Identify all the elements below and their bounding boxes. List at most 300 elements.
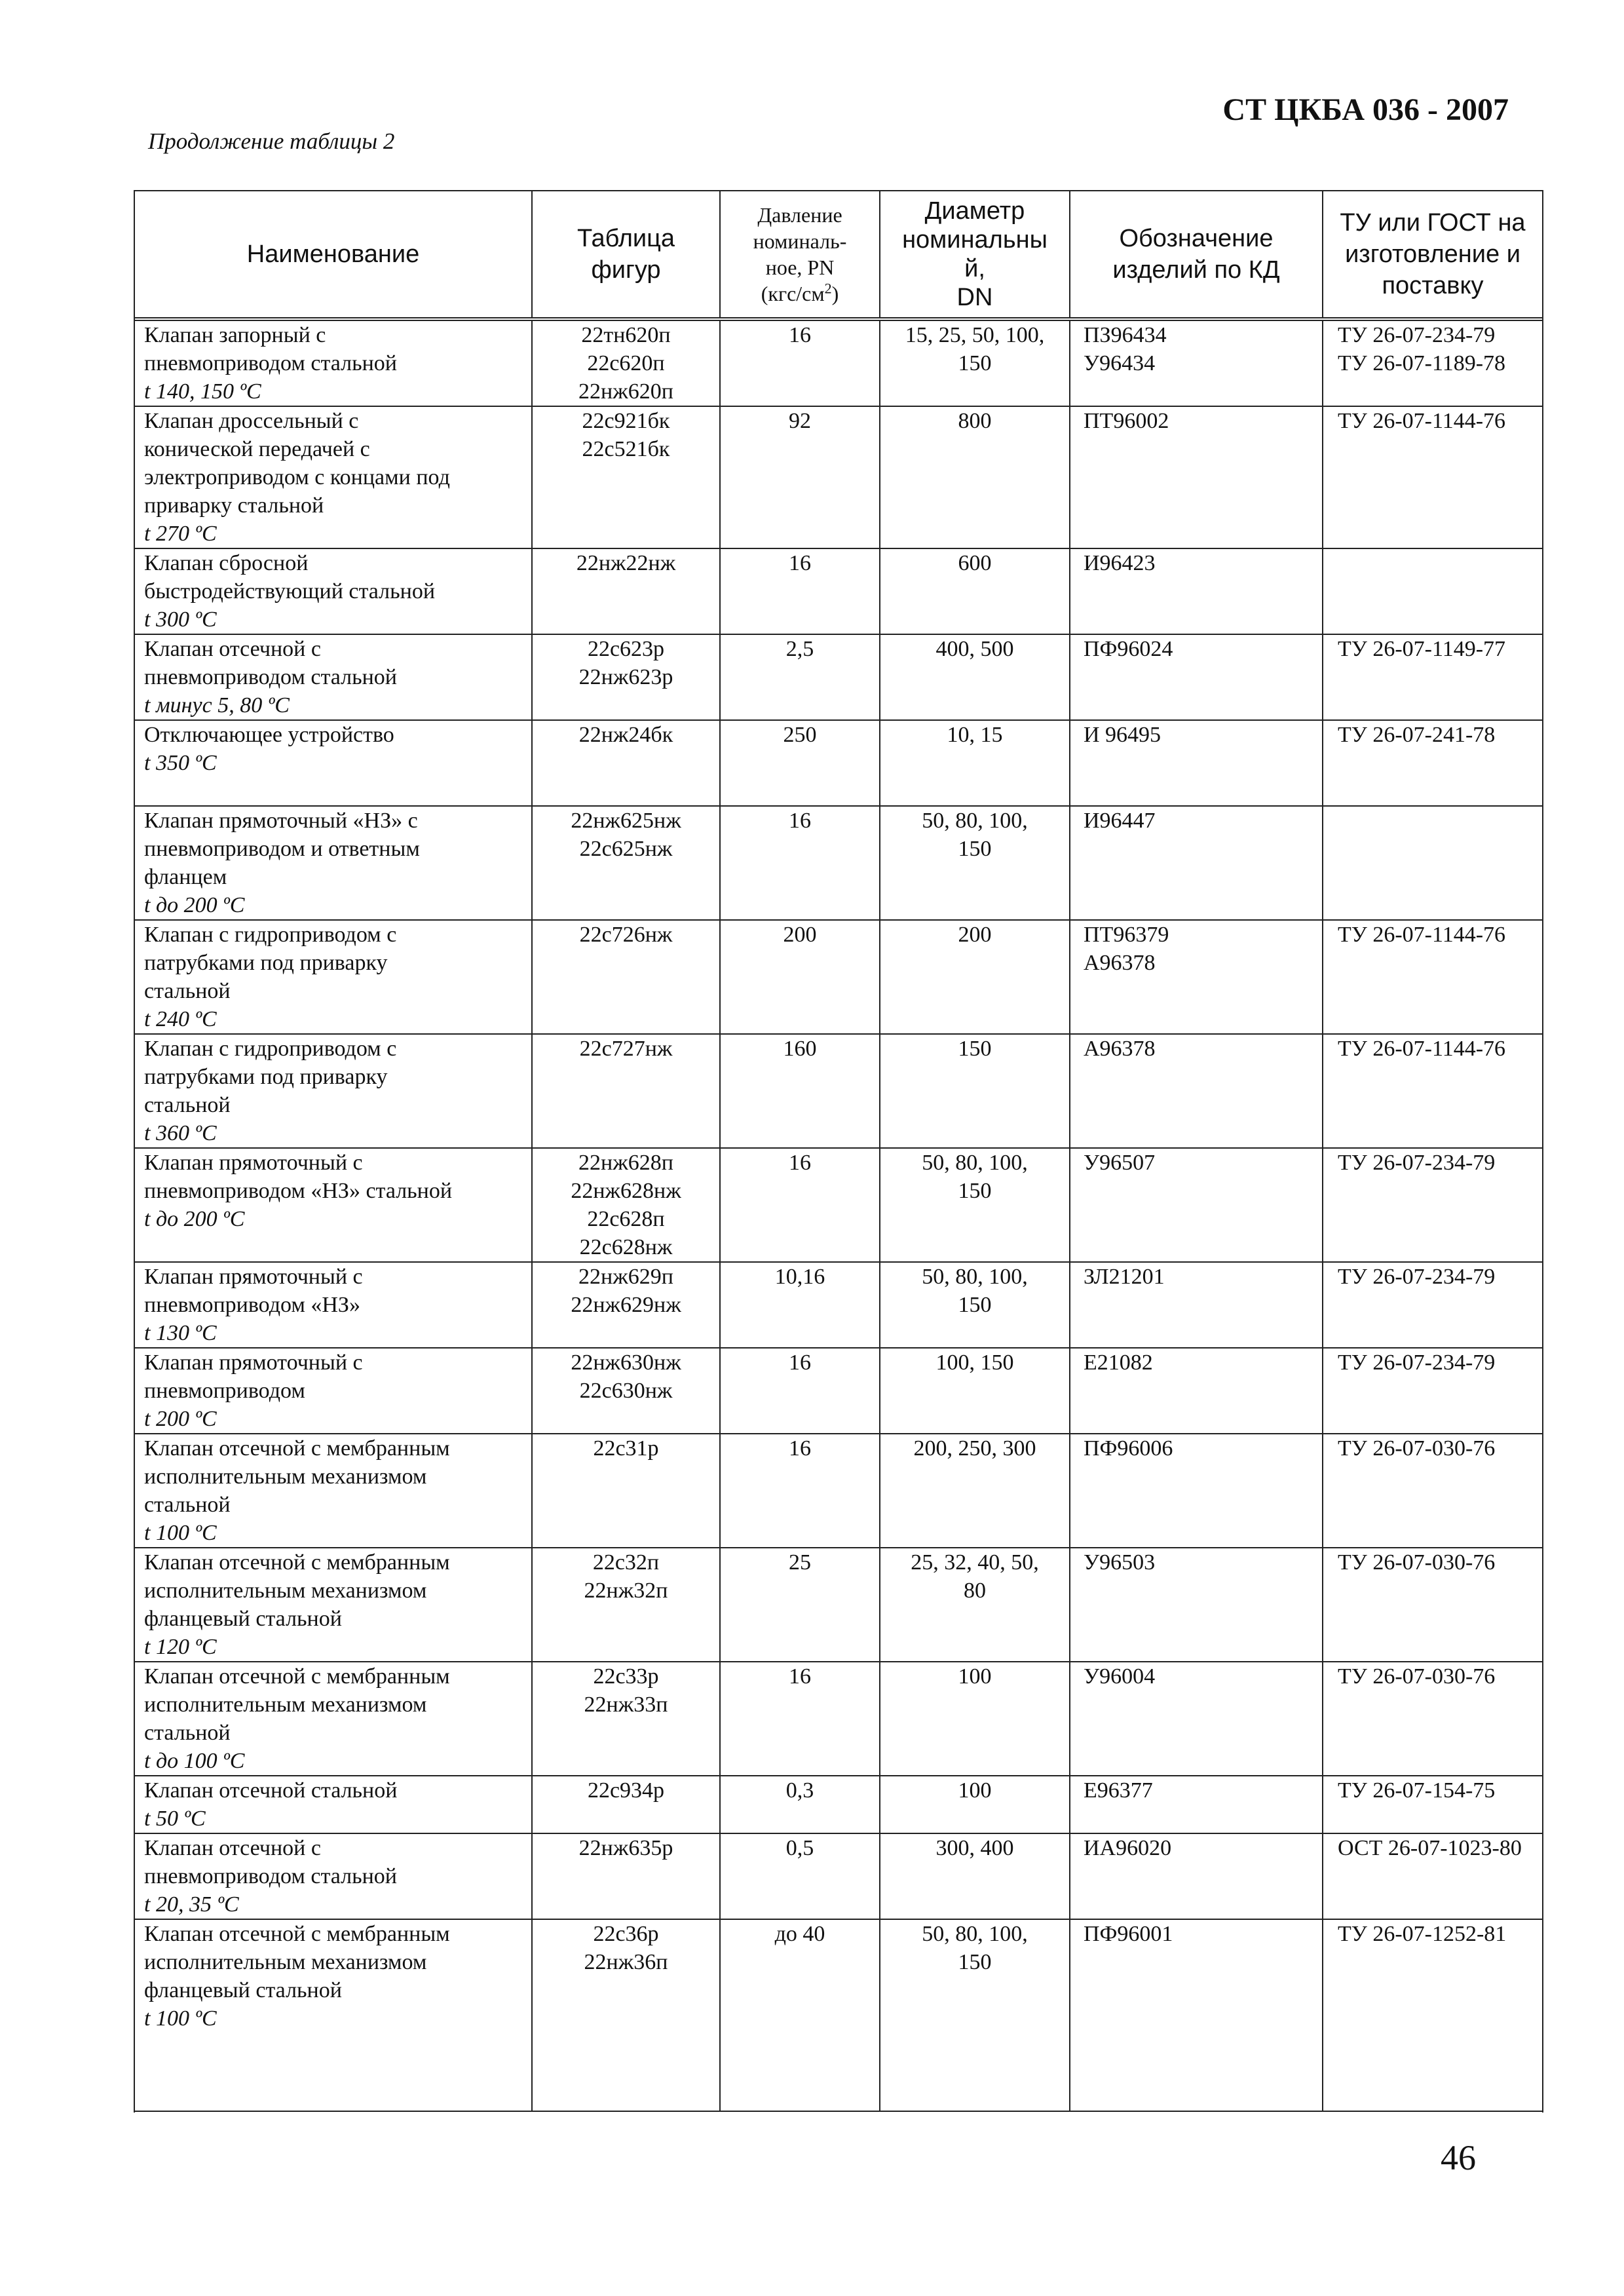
temperature-note: t 140, 150 ºС	[144, 379, 261, 404]
cell-tu-gost	[1323, 1034, 1542, 1148]
cell-pressure	[720, 1348, 880, 1434]
temperature-note: t минус 5, 80 ºС	[144, 693, 290, 718]
cell-line: 16	[789, 1350, 811, 1375]
cell-line: пневмоприводом и ответным	[144, 837, 420, 861]
cell-line: исполнительным механизмом	[144, 1950, 427, 1974]
cell-line: ТУ 26-07-241-78	[1338, 723, 1496, 747]
header-line: изделий по КД	[1112, 256, 1280, 284]
cell-line: ТУ 26-07-234-79	[1338, 1350, 1496, 1375]
cell-diameter	[880, 406, 1070, 548]
cell-line: Клапан с гидроприводом с	[144, 923, 397, 947]
cell-line: ТУ 26-07-030-76	[1338, 1550, 1496, 1575]
cell-tu-gost	[1323, 1833, 1542, 1919]
cell-line: 22нж628нж	[571, 1179, 681, 1203]
cell-line: Отключающее устройство	[144, 723, 394, 747]
cell-tu-gost	[1323, 720, 1542, 806]
cell-figure	[532, 1034, 720, 1148]
table-continuation-caption: Продолжение таблицы 2	[148, 128, 395, 154]
page-number: 46	[1441, 2138, 1476, 2177]
cell-pressure	[720, 1662, 880, 1776]
cell-name	[135, 1919, 532, 2111]
cell-figure	[532, 634, 720, 720]
cell-diameter	[880, 1434, 1070, 1548]
column-header-tu-gost	[1323, 191, 1542, 319]
table-row	[135, 1776, 1542, 1833]
temperature-note: t 360 ºС	[144, 1121, 217, 1145]
cell-line: 600	[958, 551, 992, 575]
table-row	[135, 920, 1542, 1034]
cell-diameter	[880, 1034, 1070, 1148]
table-row	[135, 1348, 1542, 1434]
table-row	[135, 1262, 1542, 1348]
cell-line: ТУ 26-07-1144-76	[1338, 409, 1506, 433]
table-row	[135, 1034, 1542, 1148]
cell-line: ТУ 26-07-1189-78	[1338, 351, 1506, 375]
cell-line: стальной	[144, 1721, 231, 1745]
table-body	[135, 319, 1542, 2111]
cell-line: пневмоприводом стальной	[144, 665, 397, 689]
cell-line: А96378	[1084, 1037, 1156, 1061]
cell-line: электроприводом с концами под	[144, 465, 450, 489]
cell-tu-gost	[1323, 1262, 1542, 1348]
table-row	[135, 634, 1542, 720]
cell-figure	[532, 1662, 720, 1776]
cell-line: Е21082	[1084, 1350, 1153, 1375]
cell-diameter	[880, 319, 1070, 406]
cell-figure	[532, 720, 720, 806]
cell-kd-designation	[1070, 548, 1323, 634]
cell-kd-designation	[1070, 1548, 1323, 1662]
cell-line: И96423	[1084, 551, 1156, 575]
cell-line: пневмоприводом	[144, 1379, 305, 1403]
cell-kd-designation	[1070, 1919, 1323, 2111]
cell-line: 22нж629нж	[571, 1293, 681, 1317]
cell-line: ТУ 26-07-1252-81	[1338, 1922, 1507, 1946]
cell-kd-designation	[1070, 920, 1323, 1034]
cell-line: 22с921бк	[582, 409, 670, 433]
cell-kd-designation	[1070, 1262, 1323, 1348]
cell-line: 22с934р	[587, 1778, 665, 1803]
cell-tu-gost	[1323, 1548, 1542, 1662]
cell-line: пневмоприводом стальной	[144, 1864, 397, 1888]
table-row	[135, 1833, 1542, 1919]
cell-line: 16	[789, 1151, 811, 1175]
cell-line: 25, 32, 40, 50,	[911, 1550, 1039, 1575]
cell-line: 200, 250, 300	[913, 1436, 1036, 1461]
cell-diameter	[880, 1548, 1070, 1662]
cell-name	[135, 720, 532, 806]
cell-line: 22нж22нж	[576, 551, 676, 575]
unit-text: (кгс/см	[761, 282, 825, 305]
table-row	[135, 548, 1542, 634]
table-row	[135, 1919, 1542, 2111]
table-row	[135, 1148, 1542, 1262]
cell-line: 50, 80, 100,	[922, 809, 1028, 833]
cell-line: У96434	[1084, 351, 1156, 375]
cell-line: Клапан сбросной	[144, 551, 309, 575]
cell-line: 22нж32п	[584, 1578, 668, 1603]
temperature-note: t 20, 35 ºС	[144, 1892, 239, 1917]
cell-name	[135, 634, 532, 720]
header-line: ное, PN	[765, 256, 835, 279]
cell-line: 50, 80, 100,	[922, 1922, 1028, 1946]
cell-line: ПФ96024	[1084, 637, 1173, 661]
unit-superscript: 2	[824, 280, 832, 297]
cell-kd-designation	[1070, 1776, 1323, 1833]
cell-line: 150	[958, 1037, 992, 1061]
temperature-note: t 270 ºС	[144, 522, 217, 546]
cell-line: 22нж620п	[578, 379, 673, 404]
cell-name	[135, 406, 532, 548]
cell-line: 16	[789, 809, 811, 833]
cell-kd-designation	[1070, 1148, 1323, 1262]
cell-line: ПФ96006	[1084, 1436, 1173, 1461]
cell-figure	[532, 548, 720, 634]
cell-kd-designation	[1070, 1034, 1323, 1148]
column-header-figure-table	[532, 191, 720, 319]
cell-line: Клапан отсечной стальной	[144, 1778, 398, 1803]
header-line: Давление	[757, 203, 842, 227]
temperature-note: t 350 ºС	[144, 751, 217, 775]
cell-line: 200	[783, 923, 817, 947]
temperature-note: t до 200 ºС	[144, 893, 245, 917]
cell-line: 15, 25, 50, 100,	[905, 323, 1045, 347]
cell-line: 22нж33п	[584, 1693, 668, 1717]
cell-line: 0,5	[785, 1836, 814, 1860]
cell-line: 50, 80, 100,	[922, 1151, 1028, 1175]
cell-line: И 96495	[1084, 723, 1161, 747]
cell-line: ТУ 26-07-234-79	[1338, 1265, 1496, 1289]
cell-kd-designation	[1070, 1833, 1323, 1919]
cell-figure	[532, 1833, 720, 1919]
header-line: поставку	[1382, 272, 1484, 299]
cell-name	[135, 1776, 532, 1833]
cell-line: Клапан дроссельный с	[144, 409, 359, 433]
cell-line: Клапан прямоточный с	[144, 1265, 363, 1289]
table-row	[135, 319, 1542, 406]
cell-line: Клапан запорный с	[144, 323, 326, 347]
cell-pressure	[720, 1833, 880, 1919]
cell-pressure	[720, 806, 880, 920]
cell-line: У96503	[1084, 1550, 1156, 1575]
cell-pressure	[720, 1262, 880, 1348]
cell-diameter	[880, 1776, 1070, 1833]
cell-line: 16	[789, 551, 811, 575]
header-line: номинальны	[902, 226, 1048, 254]
header-line-unit	[721, 280, 879, 307]
cell-name	[135, 1348, 532, 1434]
cell-line: 22нж629п	[578, 1265, 673, 1289]
cell-name	[135, 1434, 532, 1548]
cell-line: до 40	[774, 1922, 825, 1946]
cell-tu-gost	[1323, 548, 1542, 634]
temperature-note: t до 100 ºС	[144, 1749, 245, 1773]
cell-kd-designation	[1070, 720, 1323, 806]
cell-line: 22нж36п	[584, 1950, 668, 1974]
temperature-note: t 100 ºС	[144, 1521, 217, 1545]
cell-line: 250	[783, 723, 817, 747]
cell-line: 22с628п	[587, 1207, 665, 1231]
cell-line: 22с32п	[592, 1550, 660, 1575]
column-header-diameter	[880, 191, 1070, 319]
cell-pressure	[720, 920, 880, 1034]
cell-line: 22нж628п	[578, 1151, 673, 1175]
cell-line: 22с628нж	[579, 1235, 673, 1259]
cell-line: 10,16	[774, 1265, 825, 1289]
cell-figure	[532, 319, 720, 406]
cell-line: 22с33р	[593, 1664, 659, 1689]
cell-line: 22с36р	[593, 1922, 659, 1946]
cell-line: 100, 150	[935, 1350, 1014, 1375]
cell-line: 300, 400	[935, 1836, 1014, 1860]
cell-diameter	[880, 720, 1070, 806]
cell-figure	[532, 1148, 720, 1262]
header-line: фигур	[591, 256, 661, 284]
header-line: изготовление и	[1345, 240, 1520, 268]
cell-diameter	[880, 1919, 1070, 2111]
temperature-note: t 240 ºС	[144, 1007, 217, 1031]
cell-line: ТУ 26-07-234-79	[1338, 323, 1496, 347]
cell-line: 150	[958, 351, 992, 375]
table-row	[135, 720, 1542, 806]
document-code: СТ ЦКБА 036 - 2007	[1222, 92, 1509, 127]
cell-diameter	[880, 1148, 1070, 1262]
cell-line: 22с630нж	[579, 1379, 673, 1403]
cell-line: ПТ96002	[1084, 409, 1169, 433]
cell-name	[135, 1548, 532, 1662]
cell-line: И96447	[1084, 809, 1156, 833]
cell-line: ПФ96001	[1084, 1922, 1173, 1946]
cell-tu-gost	[1323, 406, 1542, 548]
cell-line: пневмоприводом «НЗ» стальной	[144, 1179, 453, 1203]
table-row	[135, 1434, 1542, 1548]
specification-table	[135, 190, 1542, 2112]
cell-line: 22с726нж	[579, 923, 673, 947]
cell-line: 22с623р	[587, 637, 665, 661]
unit-close: )	[831, 282, 839, 305]
cell-pressure	[720, 319, 880, 406]
cell-figure	[532, 1919, 720, 2111]
cell-pressure	[720, 720, 880, 806]
table-row	[135, 1548, 1542, 1662]
cell-line: ПТ96379	[1084, 923, 1169, 947]
cell-name	[135, 1262, 532, 1348]
cell-line: 150	[958, 837, 992, 861]
cell-line: 22с620п	[587, 351, 665, 375]
cell-line: 400, 500	[935, 637, 1014, 661]
cell-tu-gost	[1323, 1919, 1542, 2111]
table-row	[135, 806, 1542, 920]
cell-line: 10, 15	[947, 723, 1003, 747]
cell-diameter	[880, 920, 1070, 1034]
cell-name	[135, 1833, 532, 1919]
cell-line: 92	[789, 409, 811, 433]
cell-line: Е96377	[1084, 1778, 1153, 1803]
cell-pressure	[720, 1034, 880, 1148]
cell-tu-gost	[1323, 634, 1542, 720]
cell-line: 25	[789, 1550, 811, 1575]
cell-line: Клапан отсечной с мембранным	[144, 1922, 450, 1946]
cell-tu-gost	[1323, 1776, 1542, 1833]
cell-line: фланцевый стальной	[144, 1978, 342, 2002]
cell-line: 150	[958, 1179, 992, 1203]
cell-name	[135, 548, 532, 634]
cell-line: Клапан прямоточный с	[144, 1151, 363, 1175]
cell-line: 200	[958, 923, 992, 947]
cell-line: 22нж623р	[578, 665, 673, 689]
cell-kd-designation	[1070, 806, 1323, 920]
cell-line: быстродействующий стальной	[144, 579, 436, 603]
cell-line: 50, 80, 100,	[922, 1265, 1028, 1289]
cell-kd-designation	[1070, 1348, 1323, 1434]
cell-tu-gost	[1323, 1348, 1542, 1434]
header-line: номиналь-	[753, 229, 847, 253]
cell-name	[135, 920, 532, 1034]
column-header-pressure	[720, 191, 880, 319]
table-row	[135, 406, 1542, 548]
cell-kd-designation	[1070, 319, 1323, 406]
cell-figure	[532, 1348, 720, 1434]
cell-line: приварку стальной	[144, 493, 324, 518]
cell-line: Клапан отсечной с	[144, 637, 321, 661]
cell-line: ТУ 26-07-1149-77	[1338, 637, 1506, 661]
specification-table-frame	[134, 190, 1543, 2113]
cell-line: пневмоприводом «НЗ»	[144, 1293, 360, 1317]
cell-line: Клапан с гидроприводом с	[144, 1037, 397, 1061]
cell-line: ОСТ 26-07-1023-80	[1338, 1836, 1522, 1860]
cell-figure	[532, 1776, 720, 1833]
temperature-note: t 100 ºС	[144, 2006, 217, 2031]
table-row	[135, 1662, 1542, 1776]
cell-line: Клапан прямоточный «НЗ» с	[144, 809, 418, 833]
cell-line: 16	[789, 1664, 811, 1689]
cell-name	[135, 806, 532, 920]
cell-line: ЗЛ21201	[1084, 1265, 1165, 1289]
cell-line: фланцевый стальной	[144, 1607, 342, 1631]
temperature-note: t 130 ºС	[144, 1321, 217, 1345]
cell-line: 22нж635р	[578, 1836, 673, 1860]
cell-line: 16	[789, 1436, 811, 1461]
cell-name	[135, 1148, 532, 1262]
cell-line: 800	[958, 409, 992, 433]
cell-figure	[532, 920, 720, 1034]
cell-line: стальной	[144, 1493, 231, 1517]
cell-line: 22с521бк	[582, 437, 670, 461]
header-line: ТУ или ГОСТ на	[1340, 209, 1526, 237]
cell-pressure	[720, 1148, 880, 1262]
cell-pressure	[720, 1548, 880, 1662]
cell-line: ИА96020	[1084, 1836, 1172, 1860]
cell-line: ТУ 26-07-154-75	[1338, 1778, 1496, 1803]
cell-pressure	[720, 634, 880, 720]
cell-line: 16	[789, 323, 811, 347]
cell-pressure	[720, 1776, 880, 1833]
cell-line: У96507	[1084, 1151, 1156, 1175]
column-header-name	[135, 191, 532, 319]
cell-line: ПЗ96434	[1084, 323, 1167, 347]
cell-tu-gost	[1323, 319, 1542, 406]
cell-line: исполнительным механизмом	[144, 1693, 427, 1717]
header-line: Наименование	[246, 240, 420, 268]
cell-line: 22нж24бк	[578, 723, 673, 747]
cell-name	[135, 1662, 532, 1776]
cell-line: ТУ 26-07-030-76	[1338, 1436, 1496, 1461]
temperature-note: t до 200 ºС	[144, 1207, 245, 1231]
cell-line: патрубками под приварку	[144, 951, 388, 975]
cell-figure	[532, 1262, 720, 1348]
cell-line: 150	[958, 1293, 992, 1317]
cell-line: исполнительным механизмом	[144, 1578, 427, 1603]
cell-figure	[532, 406, 720, 548]
cell-figure	[532, 1548, 720, 1662]
cell-line: 22нж630нж	[571, 1350, 681, 1375]
cell-diameter	[880, 548, 1070, 634]
cell-line: 2,5	[785, 637, 814, 661]
cell-kd-designation	[1070, 1662, 1323, 1776]
cell-line: ТУ 26-07-030-76	[1338, 1664, 1496, 1689]
cell-figure	[532, 1434, 720, 1548]
header-line: й,	[964, 255, 985, 282]
cell-line: Клапан отсечной с мембранным	[144, 1664, 450, 1689]
cell-line: 22с31р	[593, 1436, 659, 1461]
cell-line: 22с625нж	[579, 837, 673, 861]
cell-line: конической передачей с	[144, 437, 370, 461]
cell-pressure	[720, 406, 880, 548]
cell-line: стальной	[144, 979, 231, 1003]
cell-figure	[532, 806, 720, 920]
column-header-kd-designation	[1070, 191, 1323, 319]
cell-line: фланцем	[144, 865, 227, 889]
cell-pressure	[720, 1919, 880, 2111]
cell-line: 22нж625нж	[571, 809, 681, 833]
cell-diameter	[880, 806, 1070, 920]
header-line: Диаметр	[924, 197, 1025, 225]
cell-line: стальной	[144, 1093, 231, 1117]
cell-line: Клапан прямоточный с	[144, 1350, 363, 1375]
header-line: Обозначение	[1119, 225, 1274, 252]
cell-diameter	[880, 1348, 1070, 1434]
cell-line: ТУ 26-07-234-79	[1338, 1151, 1496, 1175]
cell-kd-designation	[1070, 634, 1323, 720]
cell-diameter	[880, 1662, 1070, 1776]
cell-line: Клапан отсечной с мембранным	[144, 1436, 450, 1461]
cell-tu-gost	[1323, 1662, 1542, 1776]
cell-line: патрубками под приварку	[144, 1065, 388, 1089]
cell-line: ТУ 26-07-1144-76	[1338, 1037, 1506, 1061]
cell-line: А96378	[1084, 951, 1156, 975]
cell-line: исполнительным механизмом	[144, 1464, 427, 1489]
cell-line: 22тн620п	[581, 323, 671, 347]
cell-tu-gost	[1323, 806, 1542, 920]
cell-pressure	[720, 1434, 880, 1548]
cell-name	[135, 319, 532, 406]
cell-line: 80	[964, 1578, 986, 1603]
cell-line: 22с727нж	[579, 1037, 673, 1061]
temperature-note: t 300 ºС	[144, 607, 217, 632]
cell-tu-gost	[1323, 1434, 1542, 1548]
cell-line: 100	[958, 1664, 992, 1689]
cell-kd-designation	[1070, 406, 1323, 548]
table-header-row	[135, 191, 1542, 319]
cell-line: 150	[958, 1950, 992, 1974]
cell-diameter	[880, 634, 1070, 720]
cell-kd-designation	[1070, 1434, 1323, 1548]
cell-diameter	[880, 1833, 1070, 1919]
cell-line: Клапан отсечной с	[144, 1836, 321, 1860]
cell-line: Клапан отсечной с мембранным	[144, 1550, 450, 1575]
cell-line: пневмоприводом стальной	[144, 351, 397, 375]
cell-name	[135, 1034, 532, 1148]
